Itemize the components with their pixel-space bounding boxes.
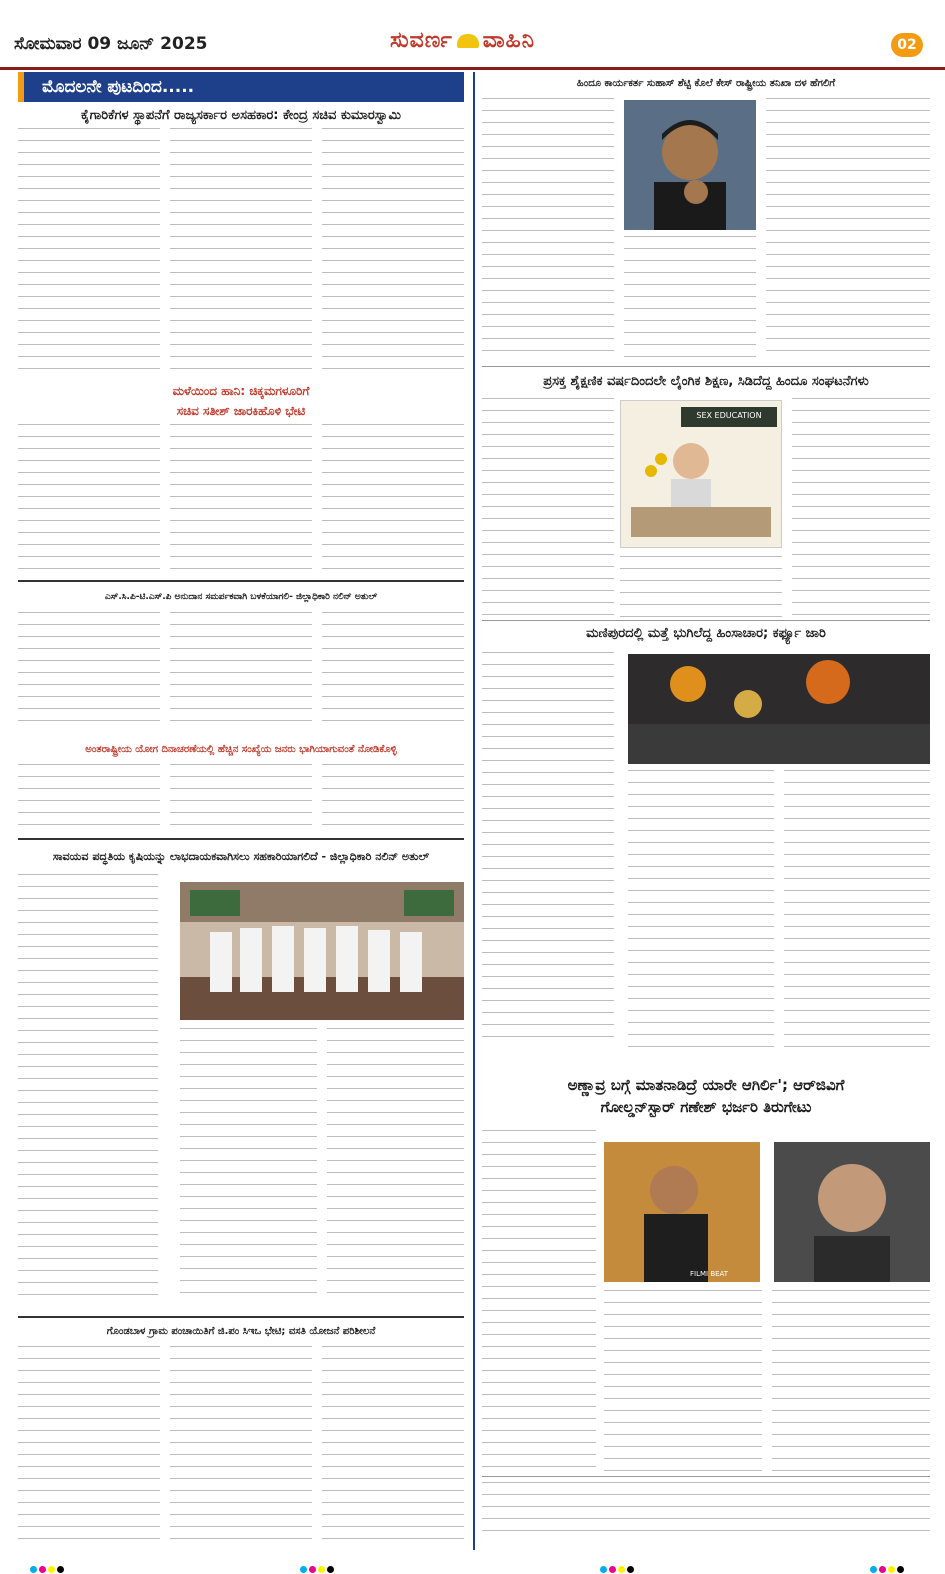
headline-industry: ಕೈಗಾರಿಕೆಗಳ ಸ್ಥಾಪನೆಗೆ ರಾಜ್ಯಸರ್ಕಾರ ಅಸಹಕಾರ: ಕೇಂದ್ರ ಸಚಿವ ಕುಮಾರಸ್ವಾಮಿ (81, 108, 401, 123)
headline-ganesh-1: ಅಣ್ಣಾವ್ರ ಬಗ್ಗೆ ಮಾತನಾಡಿದ್ರೆ ಯಾರೇ ಆಗಿರ್ಲಿ'; ಆರ್‌ಜಿವಿಗೆ (567, 1076, 845, 1094)
cartoon-blackboard-text: SEX EDUCATION (696, 411, 762, 420)
text-column (322, 1346, 464, 1542)
headline-rain-damage-2: ಸಚಿವ ಸತೀಶ್ ಜಾರಕಿಹೊಳಿ ಭೇಟಿ (176, 404, 306, 418)
rgv-photo (774, 1142, 930, 1282)
filmibeat-watermark: FILMI BEAT (690, 1270, 729, 1278)
headline-ganesh-2: ಗೋಲ್ಡನ್‌ಸ್ಟಾರ್ ಗಣೇಶ್ ಭರ್ಜರಿ ತಿರುಗೇಟು (600, 1098, 812, 1116)
text-column (620, 556, 782, 620)
separator (482, 620, 930, 621)
headline-suhas-shetty: ಹಿಂದೂ ಕಾರ್ಯಕರ್ತ ಸುಹಾಸ್ ಶೆಟ್ಟಿ ಕೊಲೆ ಕೇಸ್ ರಾಷ್ಟ್ರೀಯ ತನಿಖಾ ದಳ ಹೆಗಲಿಗೆ (576, 78, 836, 89)
text-column (482, 652, 614, 1048)
registration-marks (870, 1558, 906, 1574)
organic-farming-photo (180, 882, 464, 1020)
ganesh-illustration (604, 1142, 760, 1282)
column-divider (473, 72, 475, 1550)
registration-marks (600, 1558, 636, 1574)
text-column (482, 98, 614, 360)
separator (18, 580, 464, 582)
text-column (170, 128, 312, 370)
headline-gondabala: ಗೊಂಡಬಾಳ ಗ್ರಾಮ ಪಂಚಾಯಿತಿಗೆ ಜಿ.ಪಂ ಸಿಇಒ ಭೇಟಿ; ವಸತಿ ಯೋಜನೆ ಪರಿಶೀಲನೆ (106, 1326, 376, 1337)
sex-education-cartoon (620, 400, 782, 548)
text-column (18, 764, 160, 830)
ganesh-photo (604, 1142, 760, 1282)
article-organic-body (180, 1028, 464, 1304)
page-number: 02 (891, 33, 923, 57)
text-column (170, 764, 312, 830)
headline-manipur: ಮಣಿಪುರದಲ್ಲಿ ಮತ್ತೆ ಭುಗಿಲೆದ್ದ ಹಿಂಸಾಚಾರ; ಕರ್ಫ್ಯೂ ಜಾರಿ (586, 626, 826, 641)
text-column (170, 612, 312, 724)
footer-text-block (482, 1482, 930, 1538)
text-column (604, 1290, 762, 1472)
section-title: ಮೊದಲನೇ ಪುಟದಿಂದ..... (18, 72, 464, 102)
text-column (766, 98, 930, 360)
text-column (18, 424, 160, 576)
text-column (180, 1028, 317, 1304)
text-column (18, 874, 158, 1304)
text-column (628, 770, 774, 1048)
separator (482, 366, 930, 367)
text-column (792, 398, 930, 620)
text-column (170, 1346, 312, 1542)
text-column (322, 612, 464, 724)
text-column (322, 764, 464, 830)
separator (18, 838, 464, 840)
article-scp-body (18, 612, 464, 724)
text-column (482, 398, 614, 620)
text-column (482, 1130, 596, 1472)
separator (482, 1476, 930, 1477)
article-ganesh-body (604, 1290, 930, 1472)
text-column (18, 612, 160, 724)
cartoon-illustration (621, 401, 781, 547)
text-column (18, 128, 160, 370)
headline-yoga-day: ಅಂತರಾಷ್ಟ್ರೀಯ ಯೋಗ ದಿನಾಚರಣೆಯಲ್ಲಿ ಹೆಚ್ಚಿನ ಸಂಖ್ಯೆಯ ಜನರು ಭಾಗಿಯಾಗುವಂತೆ ನೋಡಿಕೊಳ್ಳಿ (85, 744, 397, 755)
article-gondabala-body (18, 1346, 464, 1542)
rgv-illustration (774, 1142, 930, 1282)
text-column (322, 128, 464, 370)
text-column (18, 1346, 160, 1542)
text-column (784, 770, 930, 1048)
article-yoga-body (18, 764, 464, 830)
headline-organic-farming: ಸಾವಯವ ಪದ್ಧತಿಯ ಕೃಷಿಯನ್ನು ಲಾಭದಾಯಕವಾಗಿಸಲು ಸಹಕಾರಿಯಾಗಲಿದೆ - ಜಿಲ್ಲಾಧಿಕಾರಿ ನಲಿನ್ ಅತುಲ್ (52, 850, 430, 863)
registration-marks (300, 1558, 336, 1574)
article-industry-body (18, 128, 464, 370)
logo-left: ಸುವರ್ಣ (390, 28, 453, 53)
registration-marks (30, 1558, 66, 1574)
fire-scene-illustration (628, 654, 930, 764)
headline-sex-education: ಪ್ರಸಕ್ತ ಶೈಕ್ಷಣಿಕ ವರ್ಷದಿಂದಲೇ ಲೈಂಗಿಕ ಶಿಕ್ಷಣ, ಸಿಡಿದೆದ್ದ ಹಿಂದೂ ಸಂಘಟನೆಗಳು (543, 374, 869, 389)
article-manipur-body (628, 770, 930, 1048)
article-rain-body (18, 424, 464, 576)
print-registration-strip (0, 1550, 945, 1574)
text-column (322, 424, 464, 576)
headline-scp-tsp: ಎಸ್.ಸಿ.ಪಿ-ಟಿ.ಎಸ್.ಪಿ ಅನುದಾನ ಸಮರ್ಪಕವಾಗಿ ಬಳಕೆಯಾಗಲಿ- ಜಿಲ್ಲಾಧಿಕಾರಿ ನಲಿನ್ ಅತುಲ್ (104, 592, 378, 602)
headline-rain-damage-1: ಮಳೆಯಿಂದ ಹಾನಿ: ಚಿಕ್ಕಮಗಳೂರಿಗೆ (172, 384, 310, 398)
portrait-illustration (624, 100, 756, 230)
issue-date: ಸೋಮವಾರ 09 ಜೂನ್ 2025 (14, 34, 208, 54)
logo-right: ವಾಹಿನಿ (482, 28, 536, 53)
text-column (170, 424, 312, 576)
newspaper-logo (390, 28, 535, 53)
text-column (772, 1290, 930, 1472)
suhas-shetty-photo (624, 100, 756, 230)
separator (18, 1316, 464, 1318)
sun-logo-icon (457, 34, 479, 48)
manipur-violence-photo (628, 654, 930, 764)
text-column (327, 1028, 464, 1304)
text-column (624, 236, 756, 360)
meeting-photo-illustration (180, 882, 464, 1020)
